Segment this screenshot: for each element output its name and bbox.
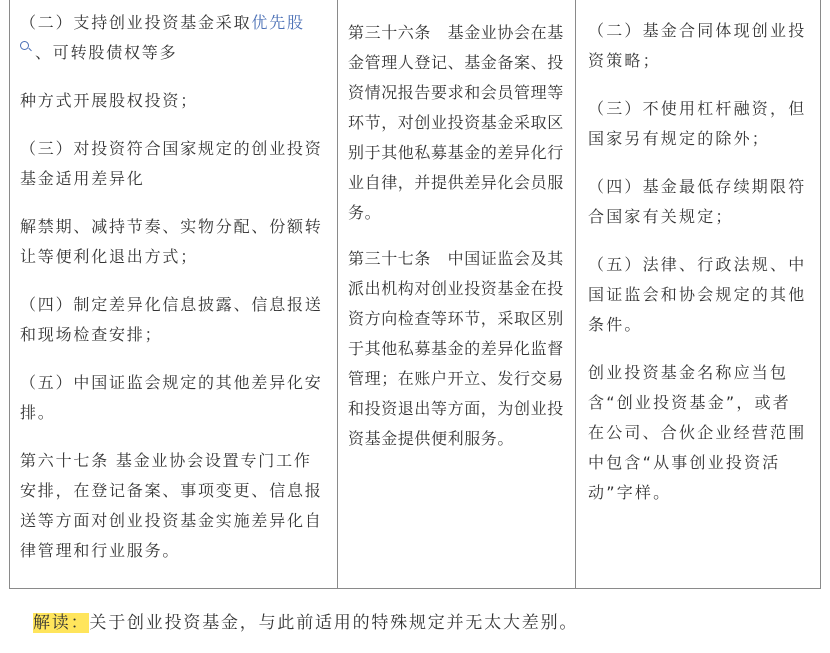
paragraph: （四）基金最低存续期限符合国家有关规定；: [588, 177, 807, 226]
paragraph: 创业投资基金名称应当包含“创业投资基金”，或者在公司、合伙企业经营范围中包含“从事创业投资活动”字样。: [588, 363, 807, 502]
search-icon[interactable]: [20, 41, 29, 50]
table-column-right: [576, 0, 820, 588]
paragraph: （五）中国证监会规定的其他差异化安排。: [20, 373, 323, 422]
interpretation-label: 解读：: [33, 613, 90, 633]
paragraph: 第三十六条 基金业协会在基金管理人登记、基金备案、投资情况报告要求和会员管理等环节，对创业投资基金采取区别于其他私募基金的差异化行业自律，并提供差异化会员服务。: [348, 23, 564, 222]
preferred-stock-link[interactable]: 优先股: [251, 13, 305, 32]
paragraph: （五）法律、行政法规、中国证监会和协会规定的其他条件。: [588, 255, 807, 334]
paragraph: 解禁期、减持节奏、实物分配、份额转让等便利化退出方式；: [20, 217, 323, 266]
paragraph: 第三十七条 中国证监会及其派出机构对创业投资基金在投资方向检查等环节，采取区别于其他私募基金的差异化监督管理；在账户开立、发行交易和投资退出等方面，为创业投资基金提供便利服务。: [348, 249, 564, 448]
paragraph: （二）基金合同体现创业投资策略；: [588, 21, 807, 70]
regulation-comparison-table: [9, 0, 821, 589]
paragraph: （三）对投资符合国家规定的创业投资基金适用差异化: [20, 139, 323, 188]
paragraph: 种方式开展股权投资；: [20, 91, 199, 110]
paragraph: 第六十七条 基金业协会设置专门工作安排，在登记备案、事项变更、信息报送等方面对创业投资基金实施差异化自律管理和行业服务。: [20, 451, 323, 560]
interpretation-note: [33, 608, 578, 638]
table-column-middle: [338, 0, 576, 588]
paragraph: （二）支持创业投资基金采取优先股 、可转股债权等多: [20, 13, 305, 62]
interpretation-text: 关于创业投资基金，与此前适用的特殊规定并无太大差别。: [89, 613, 579, 633]
paragraph: （三）不使用杠杆融资，但国家另有规定的除外；: [588, 99, 807, 148]
paragraph: （四）制定差异化信息披露、信息报送和现场检查安排；: [20, 295, 323, 344]
table-column-left: [10, 0, 338, 588]
